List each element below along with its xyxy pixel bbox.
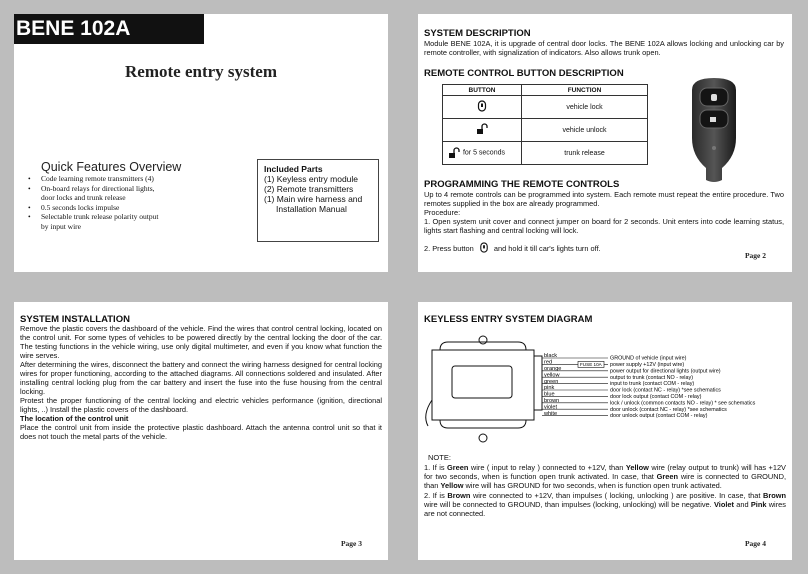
part-item: (2) Remote transmitters [264, 184, 354, 194]
wire-color-emphasis: Yellow [440, 481, 464, 491]
installation-title: SYSTEM INSTALLATION [20, 314, 130, 325]
wire-description: GROUND of vehicle (input wire) [610, 355, 687, 362]
button-table [442, 84, 648, 165]
function-cell: vehicle unlock [522, 119, 648, 142]
wire-color-label: black [544, 353, 558, 360]
note-text: wire will be connected to GROUND, than impulses (locking, unlocking) will be negative. [424, 500, 714, 510]
wire-description: door unlock output (contact COM - relay) [610, 413, 708, 420]
location-title: The location of the control unit [20, 414, 129, 423]
wire-color-label: white [544, 410, 558, 417]
part-item: Installation Manual [276, 204, 347, 214]
note-text: wire is connected to GROUND, than [424, 472, 786, 491]
wire-color-label: yellow [544, 372, 560, 379]
step2-text-b: and hold it till car's lights turn off. [493, 244, 601, 253]
wiring-diagram [418, 330, 792, 460]
mount-hole-top [479, 336, 487, 344]
table-row [443, 142, 648, 165]
wire-color-label: green [544, 378, 559, 385]
mount-hole-bottom [479, 434, 487, 442]
wire-color-emphasis: Violet [713, 500, 734, 510]
feature-item-cont: door locks and trunk release [41, 193, 126, 202]
note-text: wire connected to +12V, than impulses ( locking, unlocking ) are positive. In case, that [470, 491, 763, 500]
quick-features-list [28, 174, 228, 231]
wire-description: input to trunk (contact COM - relay) [610, 381, 695, 388]
wire-lines [542, 353, 756, 419]
wire-color-emphasis: Yellow [625, 463, 649, 472]
wire-color-label: brown [544, 398, 560, 404]
wire-description: lock / unlock (common contacts NO - relay) * see schematics [610, 400, 756, 407]
procedure-label: Procedure: [424, 208, 461, 217]
lock-button-cell [443, 96, 522, 119]
page-number: Page 2 [744, 251, 766, 260]
module-window [452, 366, 512, 398]
note-2 [424, 491, 786, 518]
procedure-step-2 [424, 242, 784, 253]
feature-item: • Code learning remote transmitters (4) [28, 174, 228, 184]
installation-paragraph-3: Protest the proper functioning of the central locking and electric vehicles performance (ignition, directional lights, ..) Install the plastic covers of the dashboard. [20, 396, 382, 415]
page-3 [14, 302, 388, 560]
page-number: Page 3 [340, 539, 362, 548]
wire-description: door unlock (contact NC - relay) *see schematics [610, 406, 727, 413]
part-item: (1) Keyless entry module [264, 174, 359, 184]
table-row [443, 96, 648, 119]
feature-item-cont: by input wire [41, 221, 81, 231]
procedure-step-1: 1. Open system unit cover and connect jumper on board for 2 seconds. Unit enters into code learning status, lights start flashing and central locking will lock. [424, 217, 784, 236]
page-2 [418, 14, 792, 272]
part-item: (1) Main wire harness and [264, 194, 363, 204]
page-4 [418, 302, 792, 560]
control-module-outline [432, 350, 534, 420]
wire-description: door lock output (contact COM - relay) [610, 394, 702, 400]
wire-description: power output for directional lights (output wire) [610, 368, 721, 375]
button-note: for 5 seconds [462, 149, 505, 157]
remote-control-title: REMOTE CONTROL BUTTON DESCRIPTION [424, 68, 624, 79]
programming-title: PROGRAMMING THE REMOTE CONTROLS [424, 179, 620, 190]
programming-text: Up to 4 remote controls can be programmed into system. Each remote must repeat the entire procedure. Two remotes supplied in the box are already programmed. [424, 190, 784, 209]
wire-color-emphasis: Brown [763, 491, 786, 500]
trunk-icon [447, 147, 461, 159]
module-top-tab [440, 342, 526, 350]
trunk-button-cell [443, 142, 522, 165]
note-text: 1. If is [424, 463, 448, 472]
note-text: wire ( input to relay ) connected to +12V, than [468, 463, 626, 472]
wire-color-label: blue [544, 391, 555, 398]
antenna-wire [426, 400, 432, 426]
wire-color-label: pink [544, 385, 555, 392]
wire-color-label: red [544, 359, 553, 366]
wire-color-label: orange [544, 366, 562, 372]
table-header-button: BUTTON [443, 85, 522, 96]
feature-item: • Selectable trunk release polarity output [28, 212, 228, 222]
system-description-title: SYSTEM DESCRIPTION [424, 28, 531, 39]
remote-transmitter-image [686, 76, 742, 184]
note-text: and [733, 500, 751, 510]
wire-description: door lock (contact NC - relay) *see schematics [610, 387, 721, 394]
unlock-button-cell [443, 119, 522, 142]
note-text: wire will has GROUND for two seconds, when is function open trunk activated. [463, 481, 722, 491]
lock-icon [477, 100, 487, 112]
fuse-label: FUSE 10A [580, 362, 602, 367]
wire-color-emphasis: Green [447, 463, 469, 472]
system-description-text: Module BENE 102A, it is upgrade of central door locks. The BENE 102A allows locking and unlocking car by remote controller, with signalization of indicators. Also allows trunk open. [424, 39, 784, 58]
wire-color-label: violet [544, 404, 558, 411]
step2-text-a: 2. Press button [424, 244, 474, 253]
feature-item: • On-board relays for directional lights, [28, 184, 228, 194]
module-bottom-tab [440, 420, 526, 428]
page-1 [14, 14, 388, 272]
function-cell: vehicle lock [522, 96, 648, 119]
included-parts-title: Included Parts [264, 164, 323, 174]
wire-description: output to trunk (contact NO - relay) [610, 374, 693, 381]
note-label: NOTE: [428, 453, 451, 462]
note-text: wire (relay output to trunk) will has +12V for two seconds, when is function open trunk activated. In case, that [424, 463, 786, 482]
note-text: 2. If is [424, 491, 448, 500]
lock-icon [479, 242, 489, 253]
page-subtitle: Remote entry system [125, 62, 277, 81]
note-1 [424, 463, 786, 490]
wire-color-emphasis: Green [656, 472, 679, 482]
wire-color-emphasis: Pink [750, 500, 767, 510]
installation-paragraph-2: After determining the wires, disconnect the battery and connect the wiring harness designed for central locking wires for proper functioning, according to the attached diagrams. All connections soldered and insulated. After installing central locking plug from the car battery and insert the fuse into the fuse housing from the central locking. [20, 360, 382, 397]
installation-paragraph-1: Remove the plastic covers the dashboard of the vehicle. Find the wires that control central locking, located on the control unit. For some types of vehicles to be powered directly by the central locking the door of the car. The testing functions in the vehicle wiring, use only digital multimeter, and even if you know what function the wire serves. [20, 324, 382, 361]
table-row [443, 119, 648, 142]
diagram-title: KEYLESS ENTRY SYSTEM DIAGRAM [424, 314, 593, 325]
unlock-icon [475, 123, 489, 135]
note-text: wires are not connected. [424, 500, 786, 519]
location-text: Place the control unit from inside the protective plastic dashboard. Attach the antenna control unit so that it does not touch the metal parts of the vehicle. [20, 423, 382, 442]
model-title: BENE 102A [14, 14, 204, 44]
page-number: Page 4 [744, 539, 766, 548]
included-parts-box [257, 159, 379, 242]
feature-item: • 0.5 seconds locks impulse [28, 203, 228, 213]
table-header-function: FUNCTION [522, 85, 648, 96]
wire-description: power supply +12V (input wire) [610, 362, 685, 368]
wire-color-emphasis: Brown [447, 491, 471, 500]
harness-connector [534, 356, 542, 410]
quick-features-title: Quick Features Overview [41, 160, 182, 174]
function-cell: trunk release [522, 142, 648, 165]
